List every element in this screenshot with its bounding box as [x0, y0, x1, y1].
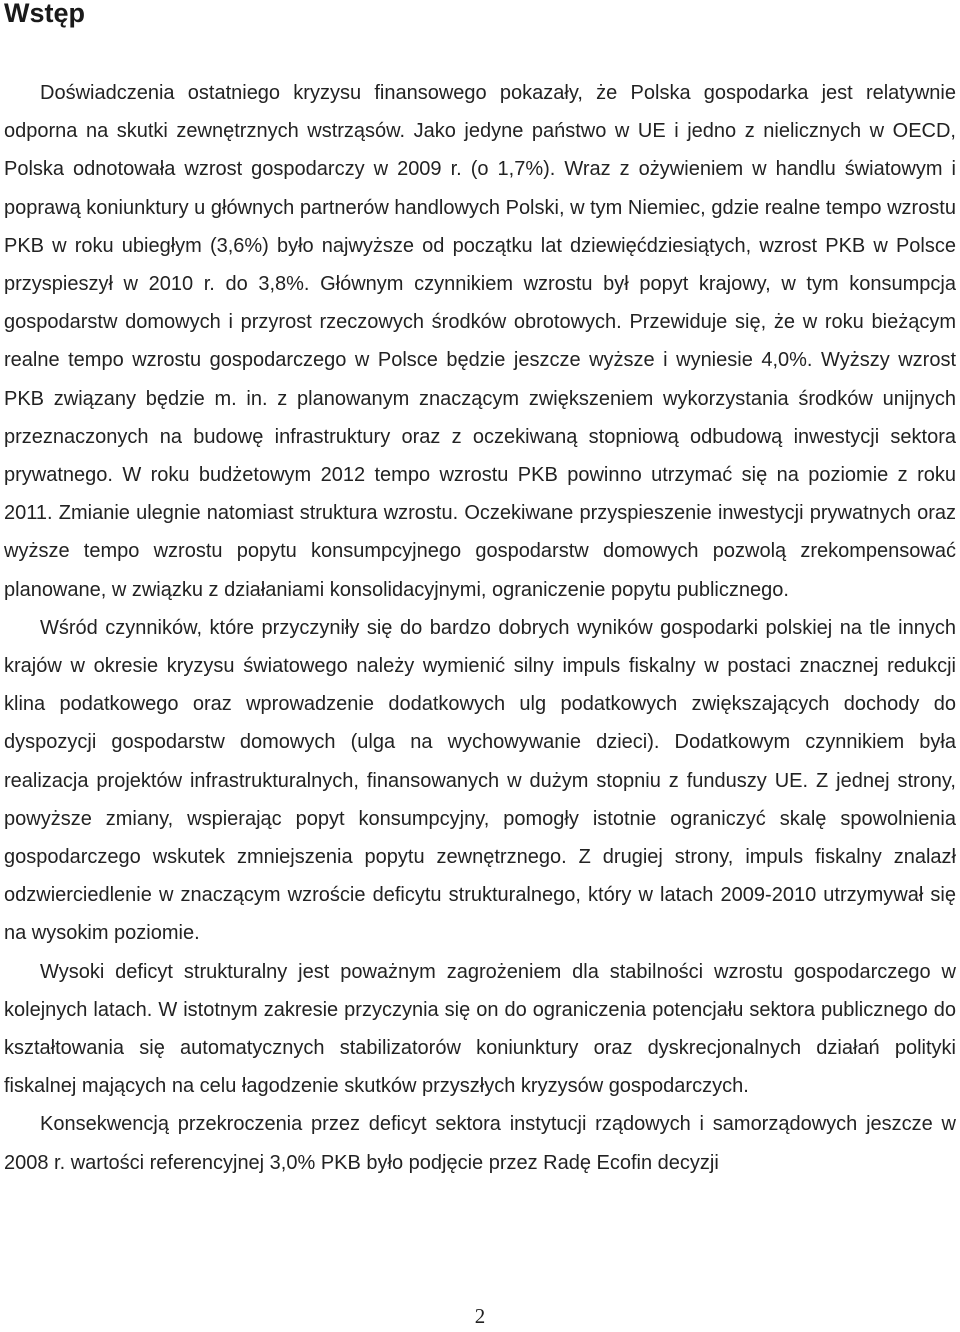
- paragraph-1: Doświadczenia ostatniego kryzysu finansowego pokazały, że Polska gospodarka jest relatywnie odporna na skutki zewnętrznych wstrząsów. Jako jedyne państwo w UE i jedno z nielicznych w OECD, Polska odnotowała wzrost gospodarczy w 2009 r. (o 1,7%). Wraz z ożywieniem w handlu światowym i poprawą koniunktury u głównych partnerów handlowych Polski, w tym Niemiec, gdzie realne tempo wzrostu PKB w roku ubiegłym (3,6%) było najwyższe od początku lat dziewięćdziesiątych, wzrost PKB w Polsce przyspieszył w 2010 r. do 3,8%. Głównym czynnikiem wzrostu był popyt krajowy, w tym konsumpcja gospodarstw domowych i przyrost rzeczowych środków obrotowych. Przewiduje się, że w roku bieżącym realne tempo wzrostu gospodarczego w Polsce będzie jeszcze wyższe i wyniesie 4,0%. Wyższy wzrost PKB związany będzie m. in. z planowanym znaczącym zwiększeniem wykorzystania środków unijnych przeznaczonych na budowę infrastruktury oraz z oczekiwaną stopniową odbudową inwestycji sektora prywatnego. W roku budżetowym 2012 tempo wzrostu PKB powinno utrzymać się na poziomie z roku 2011. Zmianie ulegnie natomiast struktura wzrostu. Oczekiwane przyspieszenie inwestycji prywatnych oraz wyższe tempo wzrostu popytu konsumpcyjnego gospodarstw domowych pozwolą zrekompensować planowane, w związku z działaniami konsolidacyjnymi, ograniczenie popytu publicznego.: [4, 82, 956, 601]
- page-number: 2: [474, 1304, 486, 1328]
- paragraph-3: Wysoki deficyt strukturalny jest poważnym zagrożeniem dla stabilności wzrostu gospodarczego w kolejnych latach. W istotnym zakresie przyczynia się on do ograniczenia potencjału sektora publicznego do kształtowania się automatycznych stabilizatorów koniunktury oraz dyskrecjonalnych działań polityki fiskalnej mających na celu łagodzenie skutków przyszłych kryzysów gospodarczych.: [4, 960, 956, 1098]
- body-text: [4, 74, 956, 1182]
- paragraph-2: Wśród czynników, które przyczyniły się do bardzo dobrych wyników gospodarki polskiej na tle innych krajów w okresie kryzysu światowego należy wymienić silny impuls fiskalny w postaci znacznej redukcji klina podatkowego oraz wprowadzenie dodatkowych ulg podatkowych zwiększających dochody do dyspozycji gospodarstw domowych (ulga na wychowywanie dzieci). Dodatkowym czynnikiem była realizacja projektów infrastrukturalnych, finansowanych w dużym stopniu z funduszy UE. Z jednej strony, powyższe zmiany, wspierając popyt konsumpcyjny, pomogły istotnie ograniczyć skalę spowolnienia gospodarczego wskutek zmniejszenia popytu zewnętrznego. Z drugiej strony, impuls fiskalny znalazł odzwierciedlenie w znaczącym wzroście deficytu strukturalnego, który w latach 2009-2010 utrzymywał się na wysokim poziomie.: [4, 616, 956, 945]
- paragraph-4: Konsekwencją przekroczenia przez deficyt sektora instytucji rządowych i samorządowych jeszcze w 2008 r. wartości referencyjnej 3,0% PKB było podjęcie przez Radę Ecofin decyzji: [4, 1113, 956, 1174]
- section-heading: Wstęp: [4, 0, 85, 28]
